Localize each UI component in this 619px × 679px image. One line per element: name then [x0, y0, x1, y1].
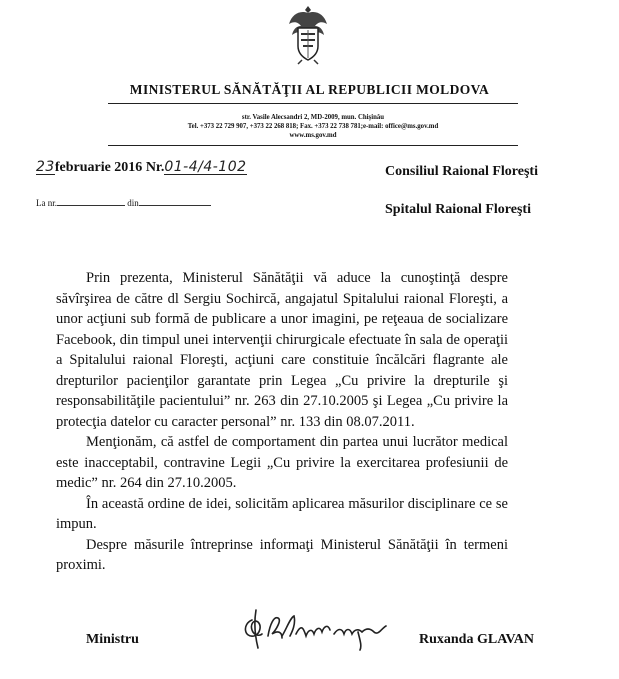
handwritten-signature-icon: [238, 606, 398, 654]
la-nr-label: La nr.: [36, 198, 57, 208]
paragraph-3: În această ordine de idei, solicităm aplicarea măsurilor disciplinare ce se impun.: [56, 495, 508, 532]
signer-position: Ministru: [86, 632, 139, 647]
address-line: str. Vasile Alecsandri 2, MD-2009, mun. Chişinău: [241, 114, 385, 121]
la-nr-blank: [57, 205, 125, 206]
paragraph-1: Prin prezenta, Ministerul Sănătăţii vă aduce la cunoştinţă despre săvîrşirea de către dl Sergiu Sochircă, angajatul Spitalului raional Floreşti, a unor acţiuni sub formă de publicare a unor imagini, pe reţeaua de socializare Facebook, din timpul unei intervenţii chirurgicale efectuate în sala de operaţii a Spitalului raional Floreşti, acţiuni care constituie încălcări flagrante ale drepturilor pacienţilor garantate prin Legea „Cu privire la drepturile şi responsabilităţile pacientului” nr. 263 din 27.10.2005 şi Legea „Cu privire la protecţia datelor cu caracter personal” nr. 133 din 08.07.2011.: [56, 270, 508, 430]
recipient-2: Spitalul Raional Floreşti: [385, 202, 531, 217]
signer-name: Ruxanda GLAVAN: [419, 632, 535, 647]
paragraph-2: Menţionăm, că astfel de comportament din partea unui lucrător medical este inacceptabil, contravine Legii „Cu privire la exercitarea profesiunii de medic” nr. 264 din 27.10.2005.: [56, 434, 508, 491]
la-nr-line: [36, 198, 211, 208]
date-day: 23: [36, 159, 55, 175]
din-label: din: [127, 198, 139, 208]
nr-value: 01-4/4-102: [164, 159, 247, 175]
date-month-year: februarie 2016: [54, 160, 143, 175]
header-divider-bottom: [108, 145, 518, 146]
recipient-1: Consiliul Raional Floreşti: [385, 164, 538, 179]
paragraph-4: Despre măsurile întreprinse informaţi Ministerul Sănătăţii în termeni proximi.: [56, 536, 508, 573]
reference-line: [36, 160, 247, 176]
nr-label: Nr.: [145, 160, 165, 175]
din-blank: [139, 205, 211, 206]
header-divider-top: [108, 103, 518, 104]
ministry-title: MINISTERUL SĂNĂTĂŢII AL REPUBLICII MOLDOVA: [129, 82, 490, 97]
contact-line: Tel. +373 22 729 907, +373 22 268 818; Fax. +373 22 738 781;e-mail: office@ms.gov.md: [187, 123, 439, 130]
letter-body: [56, 268, 508, 576]
website-line: www.ms.gov.md: [289, 132, 337, 139]
coat-of-arms-icon: [286, 4, 330, 66]
